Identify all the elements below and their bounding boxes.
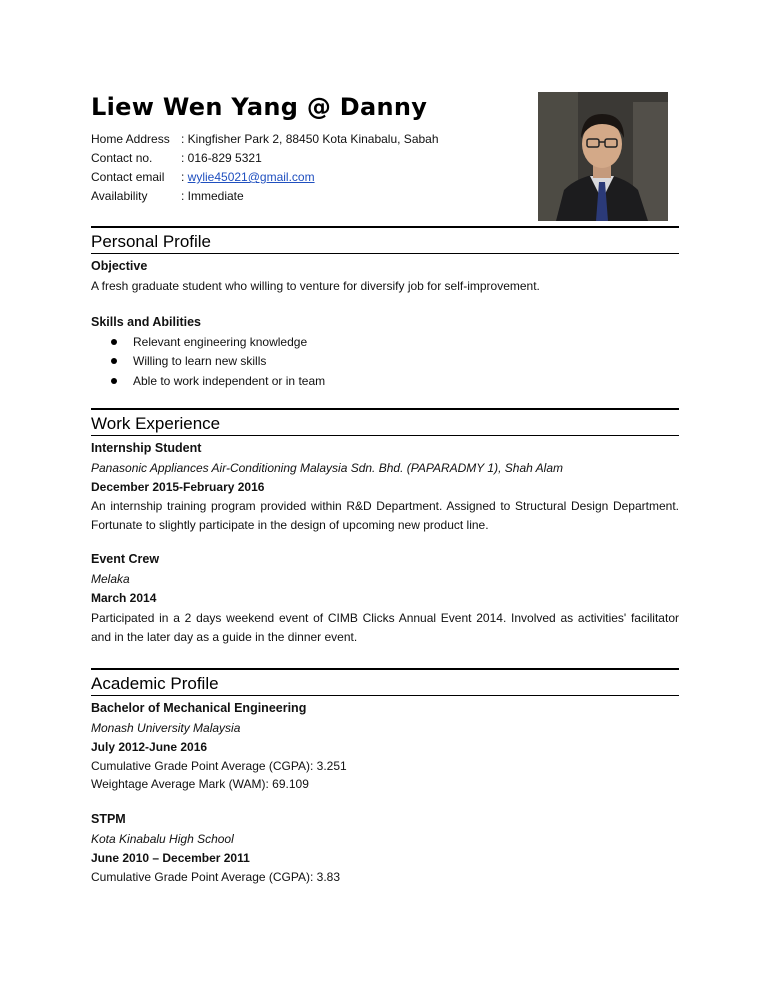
skills-heading: Skills and Abilities	[91, 315, 201, 329]
contact-row-availability	[91, 187, 439, 206]
objective-text: A fresh graduate student who willing to venture for diversify job for self-improvement.	[91, 279, 540, 293]
job-role: Event Crew	[91, 552, 160, 566]
bullet-icon	[111, 378, 117, 384]
candidate-name: Liew Wen Yang @ Danny	[91, 93, 428, 121]
contact-label: Contact email	[91, 170, 165, 184]
contact-row-address	[91, 130, 439, 149]
job-role: Internship Student	[91, 441, 202, 455]
skill-label: Able to work independent or in team	[133, 374, 326, 388]
job-date: December 2015-February 2016	[91, 480, 265, 494]
grade-line: Weightage Average Mark (WAM): 69.109	[91, 777, 309, 791]
contact-block	[91, 130, 439, 206]
grade-line: Cumulative Grade Point Average (CGPA): 3.83	[91, 870, 341, 884]
job-description: Participated in a 2 days weekend event of CIMB Clicks Annual Event 2014. Involved as activities' facilitator and in the later day as a guide in the dinner event.	[91, 611, 679, 644]
profile-photo-illustration	[538, 92, 668, 221]
skill-item	[111, 335, 307, 349]
profile-photo	[538, 92, 668, 221]
job-description: An internship training program provided within R&D Department. Assigned to Structural Design Department. Fortunate to slightly participate in the design of upcoming new product line.	[91, 499, 679, 532]
study-date: June 2010 – December 2011	[91, 851, 250, 865]
contact-row-phone	[91, 149, 439, 168]
contact-prefix: :	[181, 170, 188, 184]
section-title-academic: Academic Profile	[91, 674, 679, 696]
contact-row-email	[91, 168, 439, 187]
contact-label: Contact no.	[91, 151, 153, 165]
contact-label: Availability	[91, 189, 148, 203]
section-divider	[91, 408, 679, 410]
objective-heading: Objective	[91, 259, 148, 273]
skill-label: Relevant engineering knowledge	[133, 335, 308, 349]
grade-line: Cumulative Grade Point Average (CGPA): 3.251	[91, 759, 347, 773]
job-organization: Melaka	[91, 572, 130, 586]
section-divider	[91, 668, 679, 670]
job-organization: Panasonic Appliances Air-Conditioning Malaysia Sdn. Bhd. (PAPARADMY 1), Shah Alam	[91, 461, 564, 475]
section-title-personal: Personal Profile	[91, 232, 679, 254]
school-name: Kota Kinabalu High School	[91, 832, 234, 846]
job-date: March 2014	[91, 591, 157, 605]
skill-item	[111, 354, 266, 368]
contact-value: : 016-829 5321	[181, 151, 262, 165]
section-divider	[91, 226, 679, 228]
skill-item	[111, 374, 325, 388]
degree-title: STPM	[91, 812, 126, 826]
contact-label: Home Address	[91, 132, 170, 146]
degree-title: Bachelor of Mechanical Engineering	[91, 701, 307, 715]
school-name: Monash University Malaysia	[91, 721, 241, 735]
bullet-icon	[111, 358, 117, 364]
email-link[interactable]: wylie45021@gmail.com	[187, 170, 315, 184]
skill-label: Willing to learn new skills	[133, 354, 267, 368]
section-title-work: Work Experience	[91, 414, 679, 436]
contact-value: : Immediate	[181, 189, 244, 203]
study-date: July 2012-June 2016	[91, 740, 208, 754]
contact-value: : Kingfisher Park 2, 88450 Kota Kinabalu, Sabah	[181, 132, 439, 146]
bullet-icon	[111, 339, 117, 345]
